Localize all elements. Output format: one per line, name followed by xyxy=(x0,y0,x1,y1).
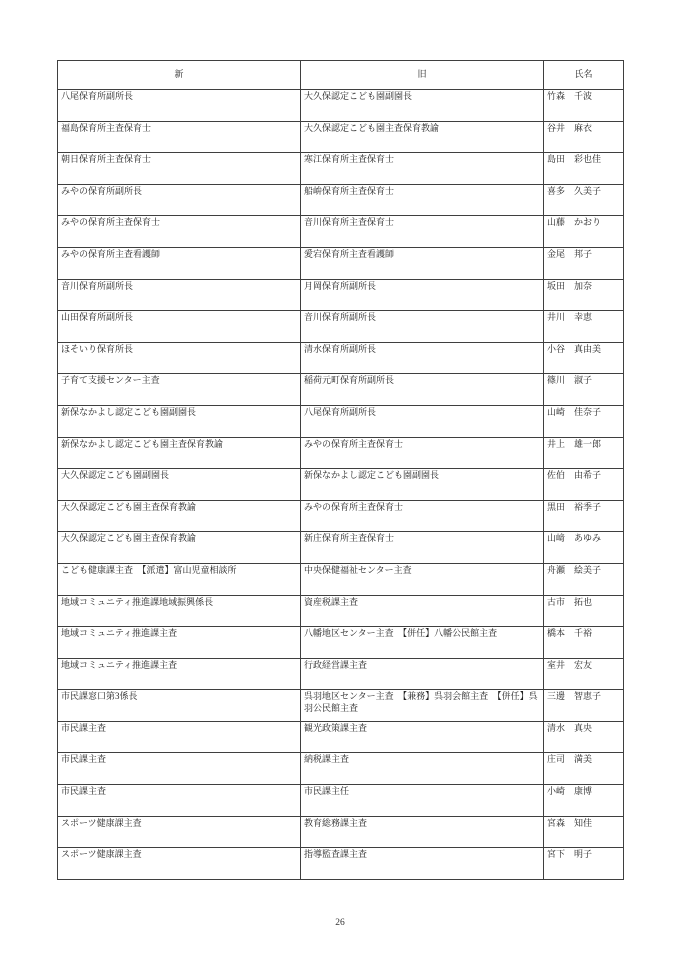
cell-name: 小谷 真由美 xyxy=(544,342,624,374)
table-row xyxy=(58,848,624,880)
cell-new-position: 大久保認定こども園副園長 xyxy=(58,469,301,501)
cell-new-position: スポーツ健康課主査 xyxy=(58,816,301,848)
cell-old-position: 市民課主任 xyxy=(301,785,544,817)
cell-name: 谷井 麻衣 xyxy=(544,121,624,153)
cell-old-position: 大久保認定こども園副園長 xyxy=(301,90,544,122)
cell-new-position: 地域コミュニティ推進課主査 xyxy=(58,627,301,659)
cell-new-position: 市民課主査 xyxy=(58,721,301,753)
cell-new-position: 地域コミュニティ推進課地域振興係長 xyxy=(58,595,301,627)
table-row xyxy=(58,532,624,564)
cell-old-position: 新庄保育所主査保育士 xyxy=(301,532,544,564)
table-row xyxy=(58,627,624,659)
cell-new-position: 福島保育所主査保育士 xyxy=(58,121,301,153)
cell-new-position: 市民課主査 xyxy=(58,753,301,785)
cell-name: 竹森 千波 xyxy=(544,90,624,122)
cell-old-position: 音川保育所主査保育士 xyxy=(301,216,544,248)
cell-old-position: 船峅保育所主査保育士 xyxy=(301,184,544,216)
cell-name: 坂田 加奈 xyxy=(544,279,624,311)
cell-new-position: みやの保育所副所長 xyxy=(58,184,301,216)
table-row xyxy=(58,658,624,690)
table-row xyxy=(58,405,624,437)
table-row xyxy=(58,90,624,122)
table-row xyxy=(58,374,624,406)
cell-name: 黒田 裕季子 xyxy=(544,500,624,532)
cell-old-position: 資産税課主査 xyxy=(301,595,544,627)
cell-name: 島田 彩也佳 xyxy=(544,153,624,185)
cell-old-position: 新保なかよし認定こども園副園長 xyxy=(301,469,544,501)
table-row xyxy=(58,279,624,311)
column-header-name: 氏名 xyxy=(544,61,624,90)
cell-new-position: 大久保認定こども園主査保育教諭 xyxy=(58,500,301,532)
cell-name: 宮下 明子 xyxy=(544,848,624,880)
cell-name: 清水 真央 xyxy=(544,721,624,753)
cell-new-position: みやの保育所主査看護師 xyxy=(58,247,301,279)
table-header-row xyxy=(58,61,624,90)
cell-old-position: 納税課主査 xyxy=(301,753,544,785)
cell-old-position: 八幡地区センター主査 【併任】八幡公民館主査 xyxy=(301,627,544,659)
cell-old-position: 中央保健福祉センター主査 xyxy=(301,563,544,595)
table-row xyxy=(58,311,624,343)
cell-name: 小崎 康博 xyxy=(544,785,624,817)
cell-old-position: 愛宕保育所主査看護師 xyxy=(301,247,544,279)
table-row xyxy=(58,153,624,185)
cell-old-position: 観光政策課主査 xyxy=(301,721,544,753)
column-header-new: 新 xyxy=(58,61,301,90)
cell-name: 井川 幸恵 xyxy=(544,311,624,343)
cell-old-position: 八尾保育所副所長 xyxy=(301,405,544,437)
cell-name: 山藤 かおり xyxy=(544,216,624,248)
cell-old-position: 月岡保育所副所長 xyxy=(301,279,544,311)
cell-name: 井上 雄一郎 xyxy=(544,437,624,469)
cell-old-position: 寒江保育所主査保育士 xyxy=(301,153,544,185)
cell-name: 橋本 千裕 xyxy=(544,627,624,659)
cell-new-position: スポーツ健康課主査 xyxy=(58,848,301,880)
cell-name: 宮森 知佳 xyxy=(544,816,624,848)
cell-new-position: 市民課窓口第3係長 xyxy=(58,690,301,722)
table-row xyxy=(58,342,624,374)
cell-name: 佐伯 由希子 xyxy=(544,469,624,501)
cell-new-position: 大久保認定こども園主査保育教諭 xyxy=(58,532,301,564)
table-row xyxy=(58,121,624,153)
table-row xyxy=(58,690,624,722)
page-number: 26 xyxy=(335,918,345,928)
cell-old-position: 指導監査課主査 xyxy=(301,848,544,880)
personnel-change-table xyxy=(57,60,624,880)
cell-old-position: 教育総務課主査 xyxy=(301,816,544,848)
column-header-old: 旧 xyxy=(301,61,544,90)
cell-name: 舟瀬 絵美子 xyxy=(544,563,624,595)
table-row xyxy=(58,816,624,848)
cell-name: 金尾 邦子 xyxy=(544,247,624,279)
cell-new-position: 音川保育所副所長 xyxy=(58,279,301,311)
table-row xyxy=(58,753,624,785)
cell-name: 古市 拓也 xyxy=(544,595,624,627)
table-row xyxy=(58,216,624,248)
cell-name: 三邊 智恵子 xyxy=(544,690,624,722)
cell-old-position: 稲荷元町保育所副所長 xyxy=(301,374,544,406)
cell-name: 室井 宏友 xyxy=(544,658,624,690)
table-row xyxy=(58,721,624,753)
cell-new-position: 新保なかよし認定こども園副園長 xyxy=(58,405,301,437)
cell-old-position: 大久保認定こども園主査保育教諭 xyxy=(301,121,544,153)
cell-name: 喜多 久美子 xyxy=(544,184,624,216)
cell-old-position: 音川保育所副所長 xyxy=(301,311,544,343)
table-row xyxy=(58,500,624,532)
table-row xyxy=(58,184,624,216)
cell-new-position: 子育て支援センター主査 xyxy=(58,374,301,406)
table-row xyxy=(58,563,624,595)
cell-name: 篠川 淑子 xyxy=(544,374,624,406)
cell-new-position: 地域コミュニティ推進課主査 xyxy=(58,658,301,690)
table-row xyxy=(58,469,624,501)
cell-new-position: 新保なかよし認定こども園主査保育教諭 xyxy=(58,437,301,469)
cell-new-position: こども健康課主査 【派遣】富山児童相談所 xyxy=(58,563,301,595)
cell-new-position: 山田保育所副所長 xyxy=(58,311,301,343)
table-row xyxy=(58,247,624,279)
cell-name: 山﨑 あゆみ xyxy=(544,532,624,564)
cell-name: 山崎 佳奈子 xyxy=(544,405,624,437)
cell-old-position: みやの保育所主査保育士 xyxy=(301,500,544,532)
table-row xyxy=(58,595,624,627)
cell-new-position: ほそいり保育所長 xyxy=(58,342,301,374)
table-row xyxy=(58,785,624,817)
cell-new-position: 八尾保育所副所長 xyxy=(58,90,301,122)
cell-old-position: 行政経営課主査 xyxy=(301,658,544,690)
cell-new-position: みやの保育所主査保育士 xyxy=(58,216,301,248)
cell-name: 庄司 満美 xyxy=(544,753,624,785)
cell-old-position: 清水保育所副所長 xyxy=(301,342,544,374)
table-row xyxy=(58,437,624,469)
cell-new-position: 朝日保育所主査保育士 xyxy=(58,153,301,185)
cell-old-position: 呉羽地区センター主査 【兼務】呉羽会館主査 【併任】呉羽公民館主査 xyxy=(301,690,544,722)
cell-new-position: 市民課主査 xyxy=(58,785,301,817)
cell-old-position: みやの保育所主査保育士 xyxy=(301,437,544,469)
